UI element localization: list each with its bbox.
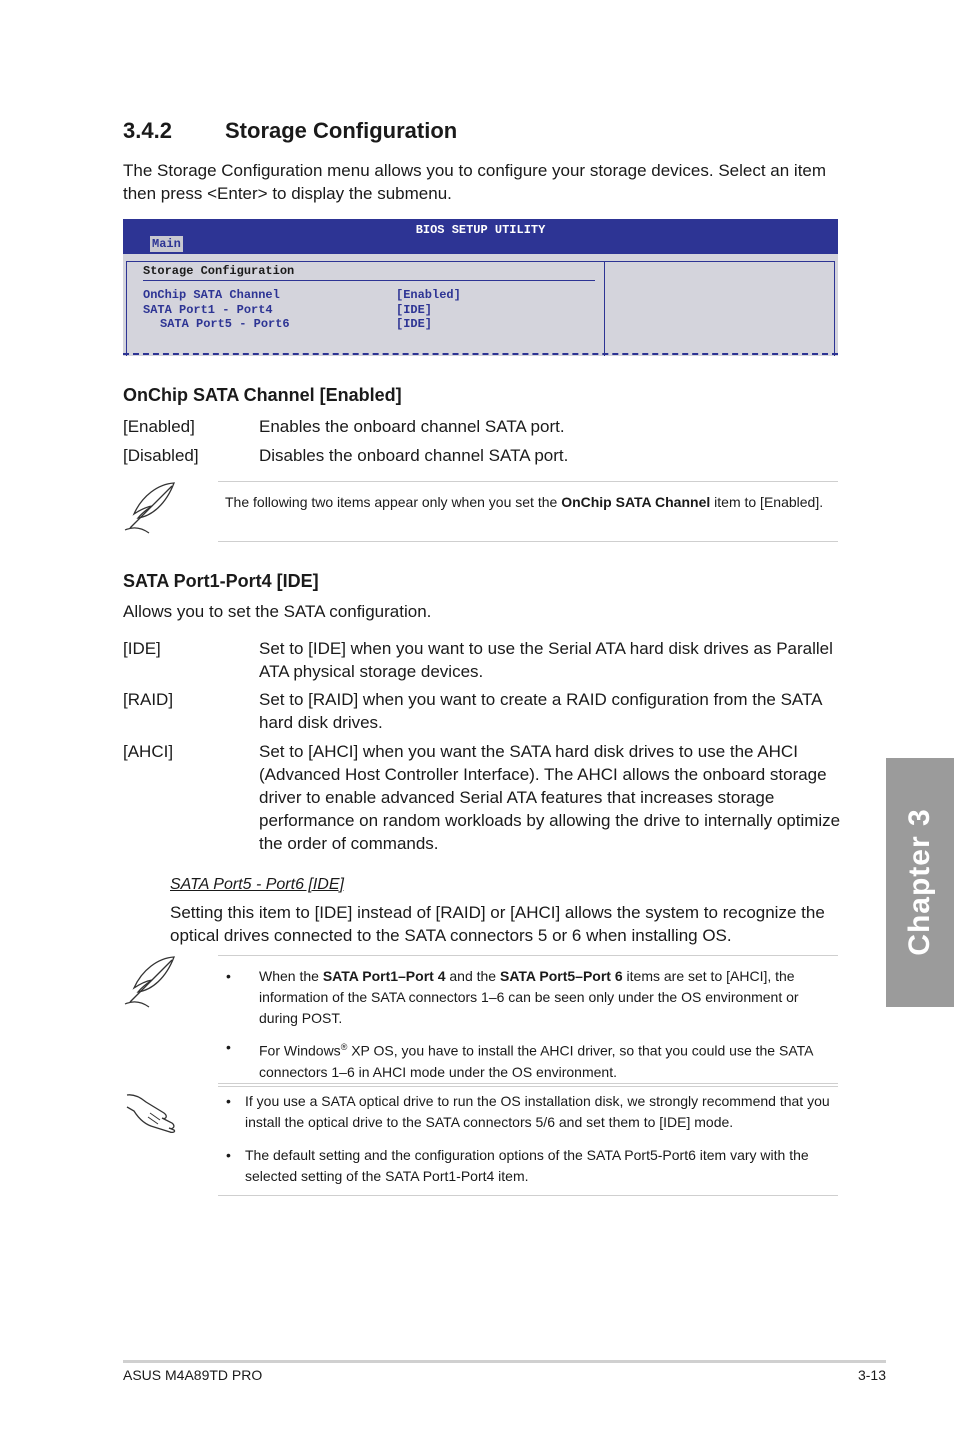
option-label: [AHCI]	[123, 742, 174, 761]
bullet: •	[226, 1093, 231, 1109]
registered-mark: ®	[340, 1042, 348, 1052]
section-title: Storage Configuration	[225, 118, 458, 143]
bios-title: BIOS SETUP UTILITY	[415, 223, 546, 237]
note-text-bold: SATA Port1–Port 4	[322, 968, 446, 984]
note-divider	[218, 1195, 838, 1196]
note-divider	[218, 1086, 838, 1087]
option-desc: Set to [IDE] when you want to use the Serial ATA hard disk drives as Parallel ATA physical storage devices.	[259, 639, 833, 681]
note-divider	[218, 955, 838, 956]
section-number: 3.4.2	[123, 118, 172, 143]
bios-value: [IDE]	[396, 303, 433, 317]
footer-divider	[123, 1360, 886, 1363]
bios-title-bar	[123, 219, 838, 254]
section-heading	[123, 118, 457, 144]
option-label: [RAID]	[123, 690, 174, 709]
option-desc: Set to [RAID] when you want to create a RAID configuration from the SATA hard disk drives.	[259, 690, 822, 732]
bullet: •	[226, 968, 231, 984]
note-bullet-text: The default setting and the configuration options of the SATA Port5-Port6 item vary with the selected setting of the SATA Port1-Port4 item.	[245, 1147, 809, 1184]
option-label: [IDE]	[123, 639, 161, 658]
bios-dashed-border	[123, 353, 838, 355]
note-text	[225, 492, 825, 513]
option-label: [Enabled]	[123, 417, 195, 436]
bios-tab-main: Main	[152, 237, 181, 251]
sata-intro: Allows you to set the SATA configuration.	[123, 602, 432, 621]
note-divider	[218, 481, 838, 482]
note-text-part: The following two items appear only when you set the	[225, 494, 562, 510]
note-divider	[218, 541, 838, 542]
note-text-part: and the	[445, 968, 500, 984]
bios-value: [IDE]	[396, 317, 433, 331]
onchip-heading: OnChip SATA Channel [Enabled]	[123, 385, 402, 405]
bios-value: [Enabled]	[396, 288, 461, 302]
note-divider	[218, 1083, 838, 1084]
bios-item: SATA Port5 - Port6	[160, 317, 290, 331]
bullet: •	[226, 1147, 231, 1163]
note-text-part: When the	[259, 968, 323, 984]
note-text-part: For Windows	[259, 1042, 341, 1059]
option-desc: Disables the onboard channel SATA port.	[259, 446, 569, 465]
option-desc: Enables the onboard channel SATA port.	[259, 417, 565, 436]
footer-product: ASUS M4A89TD PRO	[123, 1367, 263, 1383]
note-text-part: items are set to [AHCI], the information of the SATA connectors 1–6 can be seen only under the OS environment or during POST.	[259, 968, 799, 1026]
bios-right-frame	[603, 261, 835, 356]
option-desc: Set to [AHCI] when you want the SATA hard disk drives to use the AHCI (Advanced Host Controller Interface). The AHCI allows the onboard storage driver to enable advanced Serial ATA features that increases storage performance on random workloads by allowing the drive to internally optimize the order of commands.	[259, 742, 841, 853]
pointing-hand-icon	[124, 1089, 180, 1138]
port56-heading: SATA Port5 - Port6 [IDE]	[170, 876, 344, 893]
note-text-bold: SATA Port5–Port 6	[499, 968, 623, 984]
bios-title-underline	[143, 280, 595, 281]
note-text-part: item to [Enabled].	[710, 494, 824, 510]
bios-panel-title: Storage Configuration	[143, 264, 295, 278]
intro-text: The Storage Configuration menu allows you to configure your storage devices. Select an item then press <Enter> to display the submenu.	[123, 161, 827, 203]
port56-text: Setting this item to [IDE] instead of [RAID] or [AHCI] allows the system to recognize the optical drives connected to the SATA connectors 5 or 6 when installing OS.	[170, 903, 825, 945]
bios-panel	[123, 254, 838, 356]
note-bullet-text: If you use a SATA optical drive to run the OS installation disk, we strongly recommend that you install the optical drive to the SATA connectors 5/6 and set them to [IDE] mode.	[245, 1093, 830, 1130]
bios-item: OnChip SATA Channel	[143, 288, 280, 302]
note-bullet-text	[259, 1037, 841, 1083]
note-bullet-text	[259, 966, 841, 1029]
bullet: •	[226, 1039, 231, 1055]
sata-heading: SATA Port1-Port4 [IDE]	[123, 571, 319, 591]
note-text-part: XP OS, you have to install the AHCI driver, so that you could use the SATA connectors 1–6 in AHCI mode under the OS environment.	[259, 1042, 813, 1080]
bios-item: SATA Port1 - Port4	[143, 303, 273, 317]
feather-pen-icon	[122, 480, 180, 541]
feather-pen-icon	[122, 954, 180, 1015]
option-label: [Disabled]	[123, 446, 199, 465]
note-text-bold: OnChip SATA Channel	[561, 494, 711, 510]
footer-page-number: 3-13	[857, 1367, 886, 1383]
chapter-tab	[886, 758, 954, 1007]
chapter-label: Chapter 3	[903, 808, 936, 956]
